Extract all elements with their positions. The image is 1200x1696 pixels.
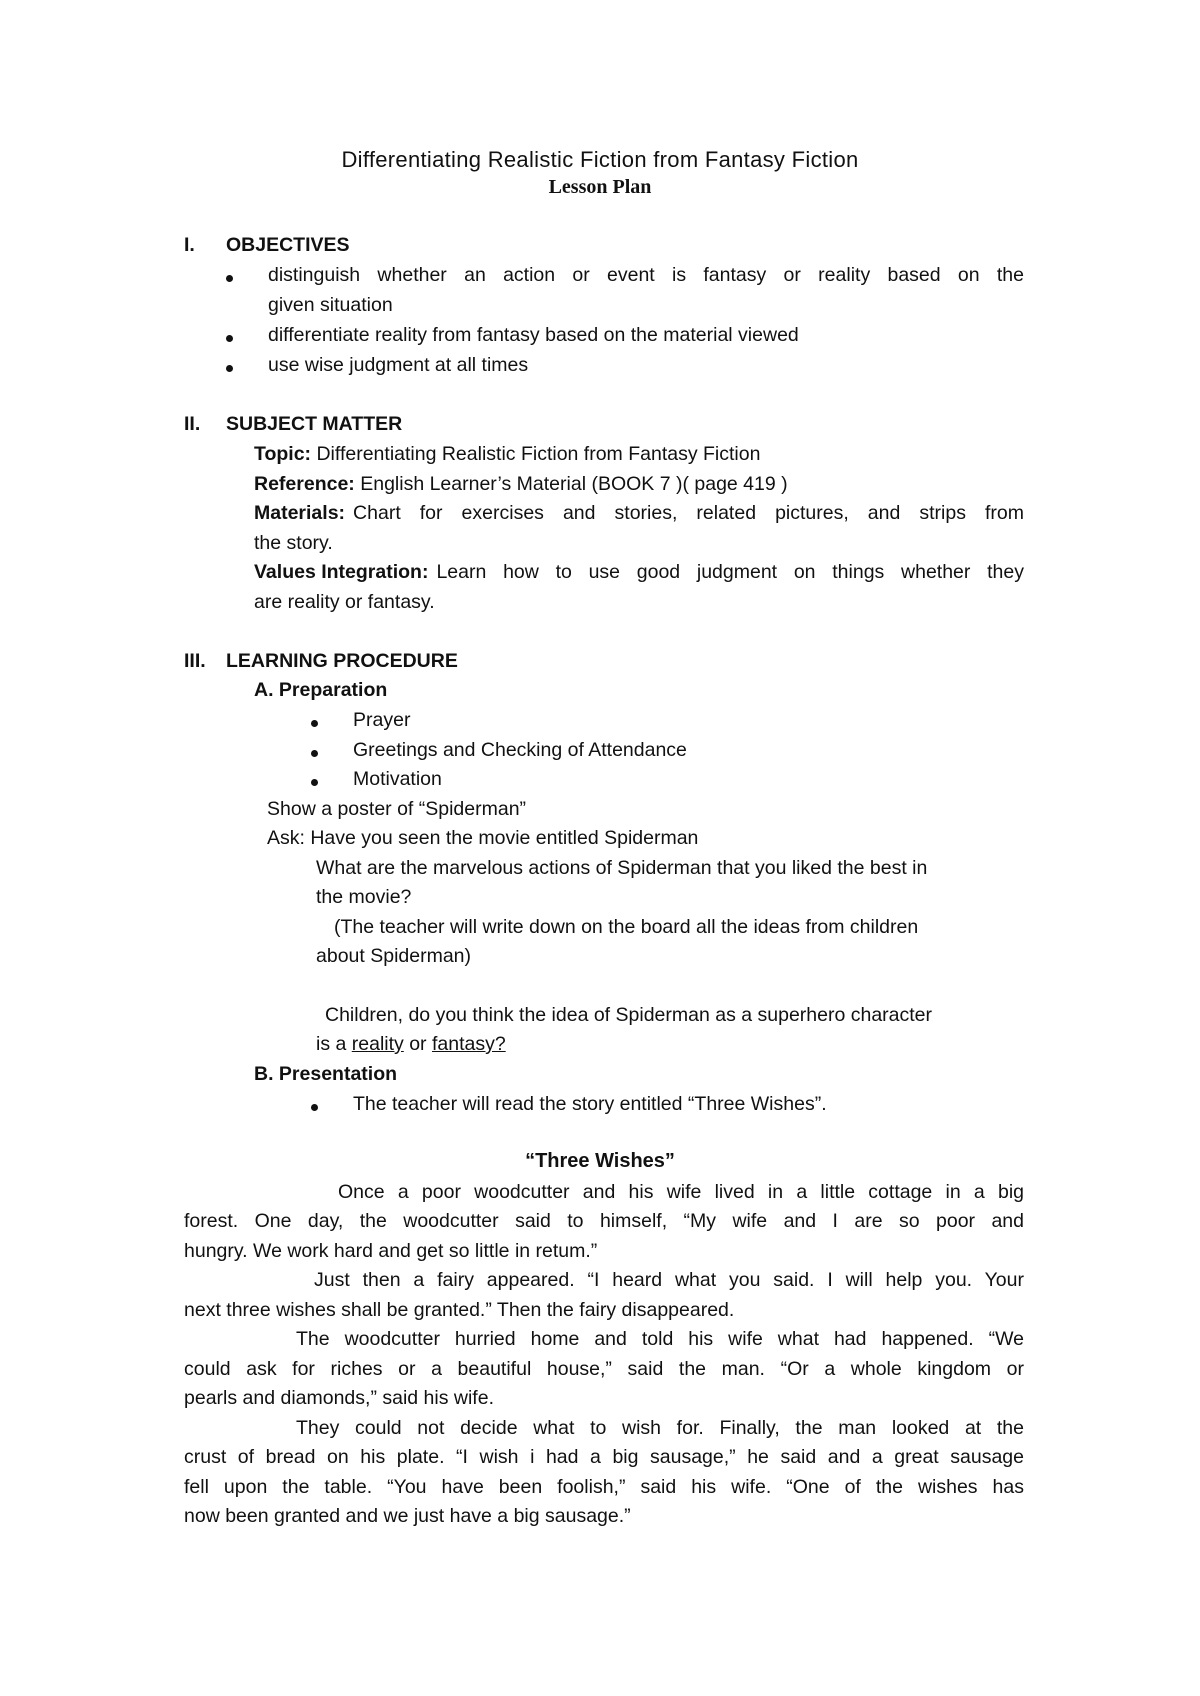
subject-matter-heading: SUBJECT MATTER [226, 413, 403, 435]
question-text-continued: the movie? [316, 886, 412, 908]
show-poster-text: Show a poster of “Spiderman” [267, 798, 527, 820]
preparation-item: Motivation [353, 768, 442, 790]
story-line: They could not decide what to wish for. Finally, the man looked at the [296, 1417, 1024, 1439]
teacher-note: (The teacher will write down on the board all the ideas from children [334, 916, 919, 938]
objective-item-continued: given situation [268, 294, 393, 316]
bullet-icon [311, 779, 318, 786]
topic-label: Topic: [254, 443, 312, 465]
story-line: pearls and diamonds,” said his wife. [184, 1387, 494, 1409]
section-numeral: II. [184, 413, 201, 435]
story-line: could ask for riches or a beautiful house,” said the man. “Or a whole kingdom or [184, 1358, 1024, 1380]
procedure-heading: LEARNING PROCEDURE [226, 650, 458, 672]
presentation-item: The teacher will read the story entitled “Three Wishes”. [353, 1093, 827, 1115]
bullet-icon [226, 275, 233, 282]
reference-line [254, 471, 788, 498]
presentation-heading: B. Presentation [254, 1063, 398, 1085]
fantasy-underlined: fantasy? [431, 1033, 506, 1055]
document-title: Differentiating Realistic Fiction from Fantasy Fiction [341, 147, 859, 172]
reference-label: Reference: [254, 473, 355, 495]
ask-text: Ask: Have you seen the movie entitled Spiderman [267, 827, 699, 849]
materials-line [254, 500, 1024, 527]
topic-value: Differentiating Realistic Fiction from Fantasy Fiction [316, 443, 761, 465]
bullet-icon [311, 1104, 318, 1111]
teacher-note-continued: about Spiderman) [316, 945, 472, 967]
section-numeral: III. [184, 650, 206, 672]
materials-label: Materials: [254, 502, 346, 524]
topic-line [254, 441, 760, 468]
objective-item: differentiate reality from fantasy based on the material viewed [268, 324, 799, 346]
bullet-icon [226, 365, 233, 372]
story-line: fell upon the table. “You have been foolish,” said his wife. “One of the wishes has [184, 1476, 1024, 1498]
materials-value: Chart for exercises and stories, related pictures, and strips from [353, 502, 1024, 524]
objectives-heading: OBJECTIVES [226, 234, 350, 256]
preparation-heading: A. Preparation [254, 679, 388, 701]
reality-underlined: reality [351, 1033, 404, 1055]
reference-value: English Learner’s Material (BOOK 7 )( page 419 ) [360, 473, 788, 495]
values-value: Learn how to use good judgment on things whether they [436, 561, 1024, 583]
bullet-icon [311, 720, 318, 727]
story-line: hungry. We work hard and get so little in retum.” [184, 1240, 598, 1262]
story-line: Just then a fairy appeared. “I heard what you said. I will help you. Your [314, 1269, 1024, 1291]
question-or: or [403, 1033, 432, 1055]
objective-item: distinguish whether an action or event is fantasy or reality based on the [268, 264, 1024, 286]
story-line: Once a poor woodcutter and his wife lived in a little cottage in a big [338, 1181, 1024, 1203]
story-line: crust of bread on his plate. “I wish i had a big sausage,” he said and a great sausage [184, 1446, 1024, 1468]
story-title: “Three Wishes” [525, 1150, 675, 1172]
question-prefix: is a [316, 1033, 352, 1055]
story-line: now been granted and we just have a big sausage.” [184, 1505, 631, 1527]
document-subtitle: Lesson Plan [548, 176, 652, 198]
materials-continued: the story. [254, 532, 333, 554]
question-text: What are the marvelous actions of Spiderman that you liked the best in [316, 857, 928, 879]
values-continued: are reality or fantasy. [254, 591, 435, 613]
story-line: forest. One day, the woodcutter said to himself, “My wife and I are so poor and [184, 1210, 1024, 1232]
bullet-icon [311, 750, 318, 757]
preparation-item: Prayer [353, 709, 411, 731]
question-text-continued [316, 1031, 506, 1058]
story-line: The woodcutter hurried home and told his wife what had happened. “We [296, 1328, 1024, 1350]
objective-item: use wise judgment at all times [268, 354, 529, 376]
story-line: next three wishes shall be granted.” Then the fairy disappeared. [184, 1299, 735, 1321]
bullet-icon [226, 335, 233, 342]
values-line [254, 559, 1024, 586]
values-label: Values Integration: [254, 561, 429, 583]
section-numeral: I. [184, 234, 195, 256]
preparation-item: Greetings and Checking of Attendance [353, 739, 687, 761]
question-text: Children, do you think the idea of Spiderman as a superhero character [325, 1004, 933, 1026]
